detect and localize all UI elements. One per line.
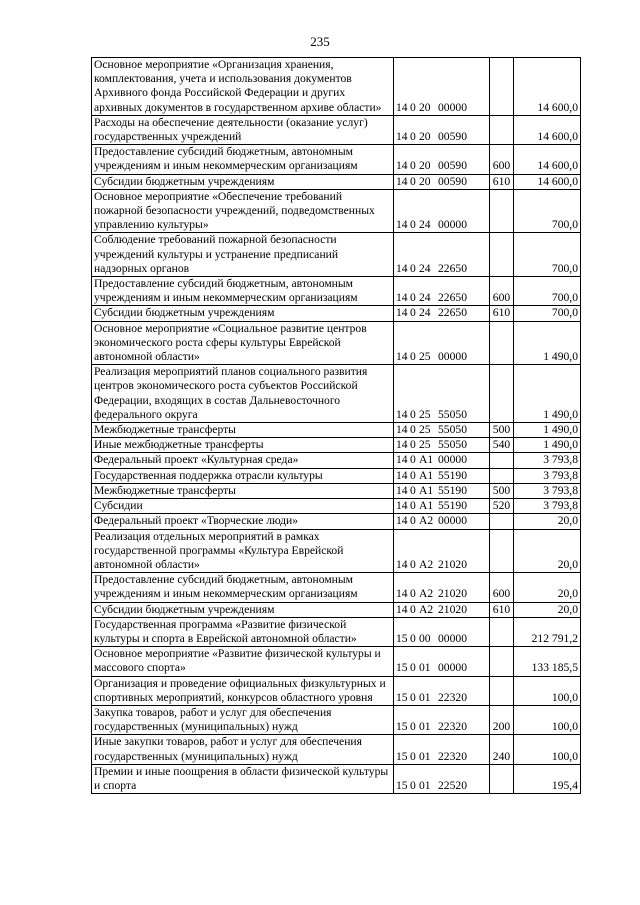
program-code: 15 xyxy=(396,749,408,763)
row-codes xyxy=(394,483,490,498)
row-name: Соблюдение требований пожарной безопасности учреждений культуры и устранение предписаний надзорных органов xyxy=(92,233,394,277)
expense-type-code: 610 xyxy=(490,306,514,321)
row-codes xyxy=(394,764,490,793)
program-code: 14 xyxy=(396,174,408,188)
row-name: Иные межбюджетные трансферты xyxy=(92,438,394,453)
program-code: 14 xyxy=(396,159,408,173)
direction-code: 22650 xyxy=(438,291,467,305)
budget-table xyxy=(91,57,581,794)
row-name: Основное мероприятие «Обеспечение требований пожарной безопасности учреждений, подведомственных управлению культуры» xyxy=(92,189,394,233)
direction-code: 00000 xyxy=(438,350,467,364)
row-codes xyxy=(394,306,490,321)
subprogram-code: 0 xyxy=(410,423,416,437)
table-row xyxy=(92,115,581,144)
amount: 20,0 xyxy=(514,529,581,573)
direction-code: 21020 xyxy=(438,602,467,616)
program-code: 14 xyxy=(396,499,408,513)
expense-type-code xyxy=(490,676,514,705)
direction-code: 00000 xyxy=(438,661,467,675)
amount: 1 490,0 xyxy=(514,365,581,423)
direction-code: 55050 xyxy=(438,423,467,437)
table-row xyxy=(92,145,581,174)
amount: 100,0 xyxy=(514,735,581,764)
expense-type-code xyxy=(490,647,514,676)
event-code: A2 xyxy=(419,557,434,571)
direction-code: 55190 xyxy=(438,483,467,497)
direction-code: 22650 xyxy=(438,261,467,275)
amount: 3 793,8 xyxy=(514,468,581,483)
amount: 700,0 xyxy=(514,306,581,321)
direction-code: 22320 xyxy=(438,690,467,704)
row-name: Субсидии бюджетным учреждениям xyxy=(92,602,394,617)
subprogram-code: 0 xyxy=(410,602,416,616)
table-row xyxy=(92,735,581,764)
event-code: 25 xyxy=(419,438,431,452)
amount: 20,0 xyxy=(514,573,581,602)
subprogram-code: 0 xyxy=(410,587,416,601)
program-code: 14 xyxy=(396,453,408,467)
table-row xyxy=(92,468,581,483)
table-row xyxy=(92,676,581,705)
subprogram-code: 0 xyxy=(410,499,416,513)
direction-code: 22320 xyxy=(438,749,467,763)
amount: 20,0 xyxy=(514,514,581,529)
program-code: 14 xyxy=(396,514,408,528)
row-name: Закупка товаров, работ и услуг для обеспечения государственных (муниципальных) нужд xyxy=(92,705,394,734)
event-code: 01 xyxy=(419,690,431,704)
row-codes xyxy=(394,602,490,617)
row-name: Основное мероприятие «Организация хранения, комплектования, учета и использования документов Архивного фонда Российской Федерации и других архивных документов в государственном архиве области» xyxy=(92,58,394,116)
direction-code: 00000 xyxy=(438,218,467,232)
row-name: Иные закупки товаров, работ и услуг для обеспечения государственных (муниципальных) нужд xyxy=(92,735,394,764)
direction-code: 22320 xyxy=(438,720,467,734)
amount: 1 490,0 xyxy=(514,438,581,453)
expense-type-code xyxy=(490,233,514,277)
expense-type-code: 610 xyxy=(490,174,514,189)
event-code: 24 xyxy=(419,291,431,305)
amount: 1 490,0 xyxy=(514,423,581,438)
subprogram-code: 0 xyxy=(410,661,416,675)
table-row xyxy=(92,483,581,498)
subprogram-code: 0 xyxy=(410,438,416,452)
row-codes xyxy=(394,735,490,764)
event-code: 24 xyxy=(419,261,431,275)
expense-type-code: 540 xyxy=(490,438,514,453)
budget-table-body xyxy=(92,58,581,794)
amount: 1 490,0 xyxy=(514,321,581,365)
subprogram-code: 0 xyxy=(410,100,416,114)
event-code: 25 xyxy=(419,407,431,421)
program-code: 15 xyxy=(396,661,408,675)
table-row xyxy=(92,573,581,602)
table-row xyxy=(92,617,581,646)
table-row xyxy=(92,514,581,529)
row-codes xyxy=(394,277,490,306)
row-name: Межбюджетные трансферты xyxy=(92,483,394,498)
direction-code: 55050 xyxy=(438,407,467,421)
expense-type-code: 500 xyxy=(490,423,514,438)
event-code: A2 xyxy=(419,514,434,528)
table-row xyxy=(92,423,581,438)
row-codes xyxy=(394,321,490,365)
direction-code: 21020 xyxy=(438,587,467,601)
subprogram-code: 0 xyxy=(410,749,416,763)
expense-type-code xyxy=(490,529,514,573)
subprogram-code: 0 xyxy=(410,350,416,364)
amount: 20,0 xyxy=(514,602,581,617)
event-code: 01 xyxy=(419,749,431,763)
row-codes xyxy=(394,438,490,453)
subprogram-code: 0 xyxy=(410,631,416,645)
event-code: A1 xyxy=(419,499,434,513)
row-name: Государственная программа «Развитие физической культуры и спорта в Еврейской автономной области» xyxy=(92,617,394,646)
row-codes xyxy=(394,423,490,438)
row-codes xyxy=(394,499,490,514)
direction-code: 00000 xyxy=(438,514,467,528)
row-name: Федеральный проект «Культурная среда» xyxy=(92,453,394,468)
table-row xyxy=(92,365,581,423)
subprogram-code: 0 xyxy=(410,174,416,188)
row-name: Организация и проведение официальных физкультурных и спортивных мероприятий, конкурсов областного уровня xyxy=(92,676,394,705)
subprogram-code: 0 xyxy=(410,557,416,571)
event-code: A1 xyxy=(419,468,434,482)
row-name: Предоставление субсидий бюджетным, автономным учреждениям и иным некоммерческим организациям xyxy=(92,573,394,602)
program-code: 14 xyxy=(396,261,408,275)
table-row xyxy=(92,438,581,453)
program-code: 15 xyxy=(396,720,408,734)
row-codes xyxy=(394,705,490,734)
amount: 3 793,8 xyxy=(514,453,581,468)
row-codes xyxy=(394,174,490,189)
expense-type-code xyxy=(490,365,514,423)
table-row xyxy=(92,764,581,793)
subprogram-code: 0 xyxy=(410,261,416,275)
expense-type-code xyxy=(490,58,514,116)
event-code: A1 xyxy=(419,453,434,467)
program-code: 15 xyxy=(396,778,408,792)
row-codes xyxy=(394,58,490,116)
event-code: 01 xyxy=(419,778,431,792)
amount: 100,0 xyxy=(514,676,581,705)
direction-code: 22520 xyxy=(438,778,467,792)
table-row xyxy=(92,306,581,321)
direction-code: 55190 xyxy=(438,468,467,482)
event-code: A1 xyxy=(419,483,434,497)
subprogram-code: 0 xyxy=(410,291,416,305)
row-codes xyxy=(394,189,490,233)
row-codes xyxy=(394,145,490,174)
row-codes xyxy=(394,514,490,529)
expense-type-code: 240 xyxy=(490,735,514,764)
expense-type-code xyxy=(490,764,514,793)
event-code: A2 xyxy=(419,587,434,601)
table-row xyxy=(92,499,581,514)
row-name: Межбюджетные трансферты xyxy=(92,423,394,438)
direction-code: 55050 xyxy=(438,438,467,452)
row-codes xyxy=(394,453,490,468)
row-codes xyxy=(394,647,490,676)
program-code: 14 xyxy=(396,130,408,144)
amount: 700,0 xyxy=(514,189,581,233)
expense-type-code xyxy=(490,115,514,144)
event-code: 25 xyxy=(419,423,431,437)
table-row xyxy=(92,174,581,189)
event-code: 00 xyxy=(419,631,431,645)
direction-code: 00000 xyxy=(438,631,467,645)
event-code: 20 xyxy=(419,159,431,173)
program-code: 14 xyxy=(396,306,408,320)
amount: 14 600,0 xyxy=(514,115,581,144)
direction-code: 21020 xyxy=(438,557,467,571)
subprogram-code: 0 xyxy=(410,407,416,421)
table-row xyxy=(92,529,581,573)
program-code: 14 xyxy=(396,423,408,437)
subprogram-code: 0 xyxy=(410,468,416,482)
table-row xyxy=(92,602,581,617)
expense-type-code: 520 xyxy=(490,499,514,514)
table-row xyxy=(92,233,581,277)
program-code: 14 xyxy=(396,407,408,421)
event-code: 24 xyxy=(419,218,431,232)
row-name: Субсидии бюджетным учреждениям xyxy=(92,306,394,321)
program-code: 14 xyxy=(396,557,408,571)
direction-code: 55190 xyxy=(438,499,467,513)
row-codes xyxy=(394,115,490,144)
page-number: 235 xyxy=(310,34,330,49)
row-name: Реализация мероприятий планов социального развития центров экономического роста субъектов Российской Федерации, входящих в состав Дальневосточного федерального округа xyxy=(92,365,394,423)
direction-code: 00590 xyxy=(438,159,467,173)
row-codes xyxy=(394,617,490,646)
amount: 3 793,8 xyxy=(514,483,581,498)
subprogram-code: 0 xyxy=(410,514,416,528)
expense-type-code: 200 xyxy=(490,705,514,734)
program-code: 14 xyxy=(396,218,408,232)
expense-type-code: 610 xyxy=(490,602,514,617)
program-code: 14 xyxy=(396,602,408,616)
table-row xyxy=(92,58,581,116)
expense-type-code xyxy=(490,189,514,233)
amount: 700,0 xyxy=(514,233,581,277)
subprogram-code: 0 xyxy=(410,159,416,173)
program-code: 14 xyxy=(396,100,408,114)
direction-code: 00590 xyxy=(438,174,467,188)
row-name: Реализация отдельных мероприятий в рамках государственной программы «Культура Еврейской автономной области» xyxy=(92,529,394,573)
expense-type-code xyxy=(490,617,514,646)
program-code: 14 xyxy=(396,468,408,482)
amount: 195,4 xyxy=(514,764,581,793)
expense-type-code xyxy=(490,514,514,529)
subprogram-code: 0 xyxy=(410,130,416,144)
table-row xyxy=(92,321,581,365)
subprogram-code: 0 xyxy=(410,720,416,734)
row-name: Основное мероприятие «Развитие физической культуры и массового спорта» xyxy=(92,647,394,676)
subprogram-code: 0 xyxy=(410,483,416,497)
program-code: 15 xyxy=(396,631,408,645)
row-codes xyxy=(394,233,490,277)
event-code: 24 xyxy=(419,306,431,320)
expense-type-code xyxy=(490,468,514,483)
direction-code: 00000 xyxy=(438,453,467,467)
event-code: 01 xyxy=(419,720,431,734)
table-row xyxy=(92,277,581,306)
amount: 100,0 xyxy=(514,705,581,734)
expense-type-code: 600 xyxy=(490,573,514,602)
program-code: 15 xyxy=(396,690,408,704)
row-codes xyxy=(394,676,490,705)
table-row xyxy=(92,647,581,676)
table-row xyxy=(92,453,581,468)
row-codes xyxy=(394,365,490,423)
program-code: 14 xyxy=(396,291,408,305)
table-row xyxy=(92,705,581,734)
subprogram-code: 0 xyxy=(410,306,416,320)
table-row xyxy=(92,189,581,233)
program-code: 14 xyxy=(396,438,408,452)
row-name: Государственная поддержка отрасли культуры xyxy=(92,468,394,483)
event-code: A2 xyxy=(419,602,434,616)
row-name: Премии и иные поощрения в области физической культуры и спорта xyxy=(92,764,394,793)
row-name: Расходы на обеспечение деятельности (оказание услуг) государственных учреждений xyxy=(92,115,394,144)
subprogram-code: 0 xyxy=(410,453,416,467)
program-code: 14 xyxy=(396,587,408,601)
amount: 14 600,0 xyxy=(514,58,581,116)
subprogram-code: 0 xyxy=(410,778,416,792)
amount: 700,0 xyxy=(514,277,581,306)
event-code: 20 xyxy=(419,100,431,114)
row-name: Субсидии xyxy=(92,499,394,514)
expense-type-code: 600 xyxy=(490,277,514,306)
direction-code: 00000 xyxy=(438,100,467,114)
row-name: Субсидии бюджетным учреждениям xyxy=(92,174,394,189)
program-code: 14 xyxy=(396,350,408,364)
amount: 212 791,2 xyxy=(514,617,581,646)
event-code: 25 xyxy=(419,350,431,364)
subprogram-code: 0 xyxy=(410,690,416,704)
program-code: 14 xyxy=(396,483,408,497)
row-name: Основное мероприятие «Социальное развитие центров экономического роста сферы культуры Еврейской автономной области» xyxy=(92,321,394,365)
direction-code: 00590 xyxy=(438,130,467,144)
row-codes xyxy=(394,529,490,573)
event-code: 20 xyxy=(419,130,431,144)
amount: 14 600,0 xyxy=(514,174,581,189)
event-code: 01 xyxy=(419,661,431,675)
amount: 14 600,0 xyxy=(514,145,581,174)
event-code: 20 xyxy=(419,174,431,188)
amount: 3 793,8 xyxy=(514,499,581,514)
subprogram-code: 0 xyxy=(410,218,416,232)
expense-type-code: 500 xyxy=(490,483,514,498)
expense-type-code xyxy=(490,321,514,365)
direction-code: 22650 xyxy=(438,306,467,320)
amount: 133 185,5 xyxy=(514,647,581,676)
expense-type-code: 600 xyxy=(490,145,514,174)
row-name: Предоставление субсидий бюджетным, автономным учреждениям и иным некоммерческим организациям xyxy=(92,277,394,306)
row-name: Федеральный проект «Творческие люди» xyxy=(92,514,394,529)
row-codes xyxy=(394,573,490,602)
row-codes xyxy=(394,468,490,483)
expense-type-code xyxy=(490,453,514,468)
row-name: Предоставление субсидий бюджетным, автономным учреждениям и иным некоммерческим организациям xyxy=(92,145,394,174)
